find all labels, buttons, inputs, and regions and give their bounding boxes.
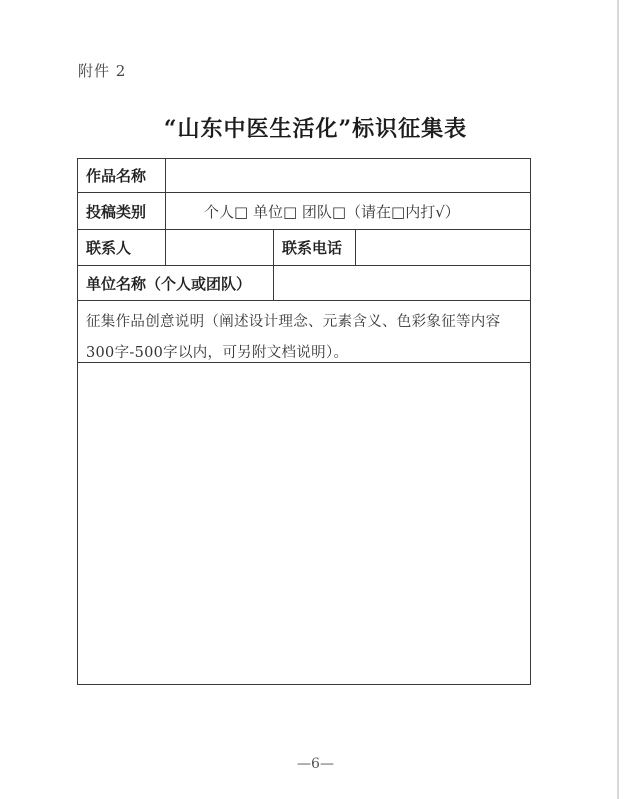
page-title: “山东中医生活化”标识征集表 [163,116,468,142]
row-contact [78,230,530,266]
row-work-name [78,159,530,193]
category-options[interactable] [166,193,530,229]
org-name-label: 单位名称（个人或团队） [78,266,274,300]
description-instructions: 征集作品创意说明（阐述设计理念、元素含义、色彩象征等内容300字-500字以内，可另附文档说明）。 [86,314,501,361]
row-description-header [78,301,530,363]
org-name-field[interactable] [274,266,530,300]
description-field[interactable] [78,363,530,684]
contact-label: 联系人 [78,230,166,265]
phone-label: 联系电话 [274,230,356,265]
contact-field[interactable] [166,230,274,265]
category-options-text: 个人□ 单位□ 团队□（请在□内打√） [204,202,460,221]
work-name-label: 作品名称 [78,159,166,192]
collection-form [77,158,531,685]
page-number: —6— [297,756,334,772]
category-label: 投稿类别 [78,193,166,229]
work-name-field[interactable] [166,159,530,192]
row-org-name [78,266,530,301]
phone-field[interactable] [356,230,530,265]
row-category [78,193,530,230]
attachment-label: 附件 2 [78,62,127,80]
